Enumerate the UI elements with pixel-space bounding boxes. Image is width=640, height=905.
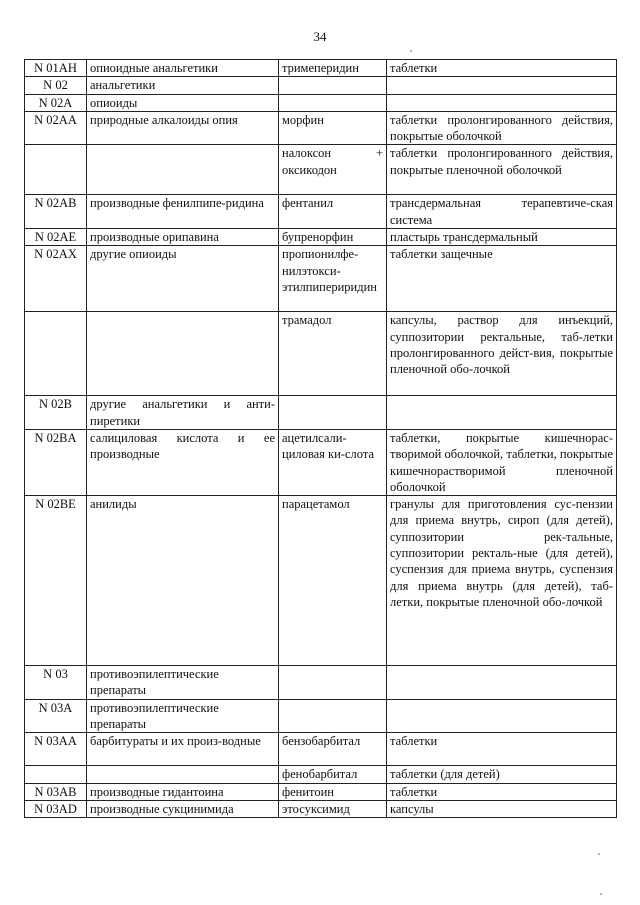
atc-code-cell: N 03AD <box>25 800 87 817</box>
dosage-forms-cell <box>387 77 617 94</box>
table-row <box>25 733 617 766</box>
atc-code-cell <box>25 312 87 396</box>
substance-cell <box>279 396 387 430</box>
substance-cell: фенобарбитал <box>279 766 387 783</box>
dosage-forms-cell: капсулы, раствор для инъекций, суппозитории ректальные, таб-летки пролонгированного дейст-вия, покрытые пленочной обо-лочкой <box>387 312 617 396</box>
table-row <box>25 783 617 800</box>
substance-cell <box>279 77 387 94</box>
atc-code-cell: N 03 <box>25 666 87 700</box>
dosage-forms-cell: трансдермальная терапевтиче-ская система <box>387 195 617 229</box>
table-row <box>25 111 617 145</box>
dosage-forms-cell <box>387 699 617 733</box>
table-row <box>25 246 617 312</box>
atc-code-cell: N 03AA <box>25 733 87 766</box>
atc-code-cell: N 02AE <box>25 229 87 246</box>
substance-cell: налоксон + оксикодон <box>279 145 387 195</box>
dosage-forms-cell: таблетки пролонгированного действия, покрытые пленочной оболочкой <box>387 145 617 195</box>
dosage-forms-cell <box>387 666 617 700</box>
atc-code-cell: N 01AH <box>25 60 87 77</box>
group-name-cell: противоэпилептические препараты <box>87 666 279 700</box>
atc-code-cell: N 02B <box>25 396 87 430</box>
medication-table <box>24 59 617 818</box>
group-name-cell: опиоидные анальгетики <box>87 60 279 77</box>
atc-code-cell <box>25 766 87 783</box>
group-name-cell: противоэпилептические препараты <box>87 699 279 733</box>
atc-code-cell: N 03AB <box>25 783 87 800</box>
dosage-forms-cell: таблетки (для детей) <box>387 766 617 783</box>
table-row <box>25 77 617 94</box>
table-row <box>25 312 617 396</box>
table-row <box>25 60 617 77</box>
atc-code-cell: N 02BA <box>25 429 87 495</box>
scan-speck <box>600 893 602 895</box>
atc-code-cell: N 02AA <box>25 111 87 145</box>
group-name-cell: другие опиоиды <box>87 246 279 312</box>
substance-cell: фентанил <box>279 195 387 229</box>
table-row <box>25 145 617 195</box>
substance-cell: бензобарбитал <box>279 733 387 766</box>
substance-cell <box>279 699 387 733</box>
table-body <box>25 60 617 818</box>
dosage-forms-cell: таблетки, покрытые кишечнорас-творимой оболочкой, таблетки, покрытые кишечнорастворимой пленочной оболочкой <box>387 429 617 495</box>
substance-cell: тримеперидин <box>279 60 387 77</box>
table-row <box>25 195 617 229</box>
group-name-cell: другие анальгетики и анти-пиретики <box>87 396 279 430</box>
table-row <box>25 766 617 783</box>
substance-cell: бупренорфин <box>279 229 387 246</box>
scan-speck <box>598 853 600 855</box>
group-name-cell: производные орипавина <box>87 229 279 246</box>
group-name-cell <box>87 145 279 195</box>
dosage-forms-cell: таблетки <box>387 60 617 77</box>
group-name-cell: производные фенилпипе-ридина <box>87 195 279 229</box>
dosage-forms-cell: таблетки <box>387 733 617 766</box>
table-row <box>25 429 617 495</box>
scan-speck <box>410 50 412 52</box>
atc-code-cell: N 02AX <box>25 246 87 312</box>
dosage-forms-cell: таблетки пролонгированного действия, покрытые оболочкой <box>387 111 617 145</box>
table-row <box>25 396 617 430</box>
table-row <box>25 800 617 817</box>
group-name-cell: салициловая кислота и ее производные <box>87 429 279 495</box>
group-name-cell: производные гидантоина <box>87 783 279 800</box>
dosage-forms-cell <box>387 396 617 430</box>
table-row <box>25 699 617 733</box>
group-name-cell <box>87 766 279 783</box>
atc-code-cell: N 02A <box>25 94 87 111</box>
group-name-cell: производные сукцинимида <box>87 800 279 817</box>
substance-cell <box>279 666 387 700</box>
substance-cell: морфин <box>279 111 387 145</box>
atc-code-cell: N 02AB <box>25 195 87 229</box>
dosage-forms-cell: пластырь трансдермальный <box>387 229 617 246</box>
substance-cell: трамадол <box>279 312 387 396</box>
dosage-forms-cell: таблетки защечные <box>387 246 617 312</box>
page-number: 34 <box>313 29 327 44</box>
group-name-cell: природные алкалоиды опия <box>87 111 279 145</box>
dosage-forms-cell: таблетки <box>387 783 617 800</box>
group-name-cell: анилиды <box>87 496 279 666</box>
substance-cell: пропионилфе-нилэтокси-этилпипериридин <box>279 246 387 312</box>
group-name-cell <box>87 312 279 396</box>
dosage-forms-cell: гранулы для приготовления сус-пензии для приема внутрь, сироп (для детей), суппозитории рек-тальные, суппозитории ректаль-ные (для детей), суспензия для приема внутрь, суспензия для приема внутрь (для детей), таб-летки, покрытые пленочной обо-лочкой <box>387 496 617 666</box>
atc-code-cell: N 02BE <box>25 496 87 666</box>
group-name-cell: анальгетики <box>87 77 279 94</box>
substance-cell <box>279 94 387 111</box>
table-row <box>25 496 617 666</box>
atc-code-cell <box>25 145 87 195</box>
substance-cell: ацетилсали-циловая ки-слота <box>279 429 387 495</box>
table-row <box>25 94 617 111</box>
substance-cell: фенитоин <box>279 783 387 800</box>
table-row <box>25 666 617 700</box>
dosage-forms-cell <box>387 94 617 111</box>
atc-code-cell: N 03A <box>25 699 87 733</box>
group-name-cell: барбитураты и их произ-водные <box>87 733 279 766</box>
substance-cell: этосуксимид <box>279 800 387 817</box>
substance-cell: парацетамол <box>279 496 387 666</box>
dosage-forms-cell: капсулы <box>387 800 617 817</box>
atc-code-cell: N 02 <box>25 77 87 94</box>
table-row <box>25 229 617 246</box>
group-name-cell: опиоиды <box>87 94 279 111</box>
